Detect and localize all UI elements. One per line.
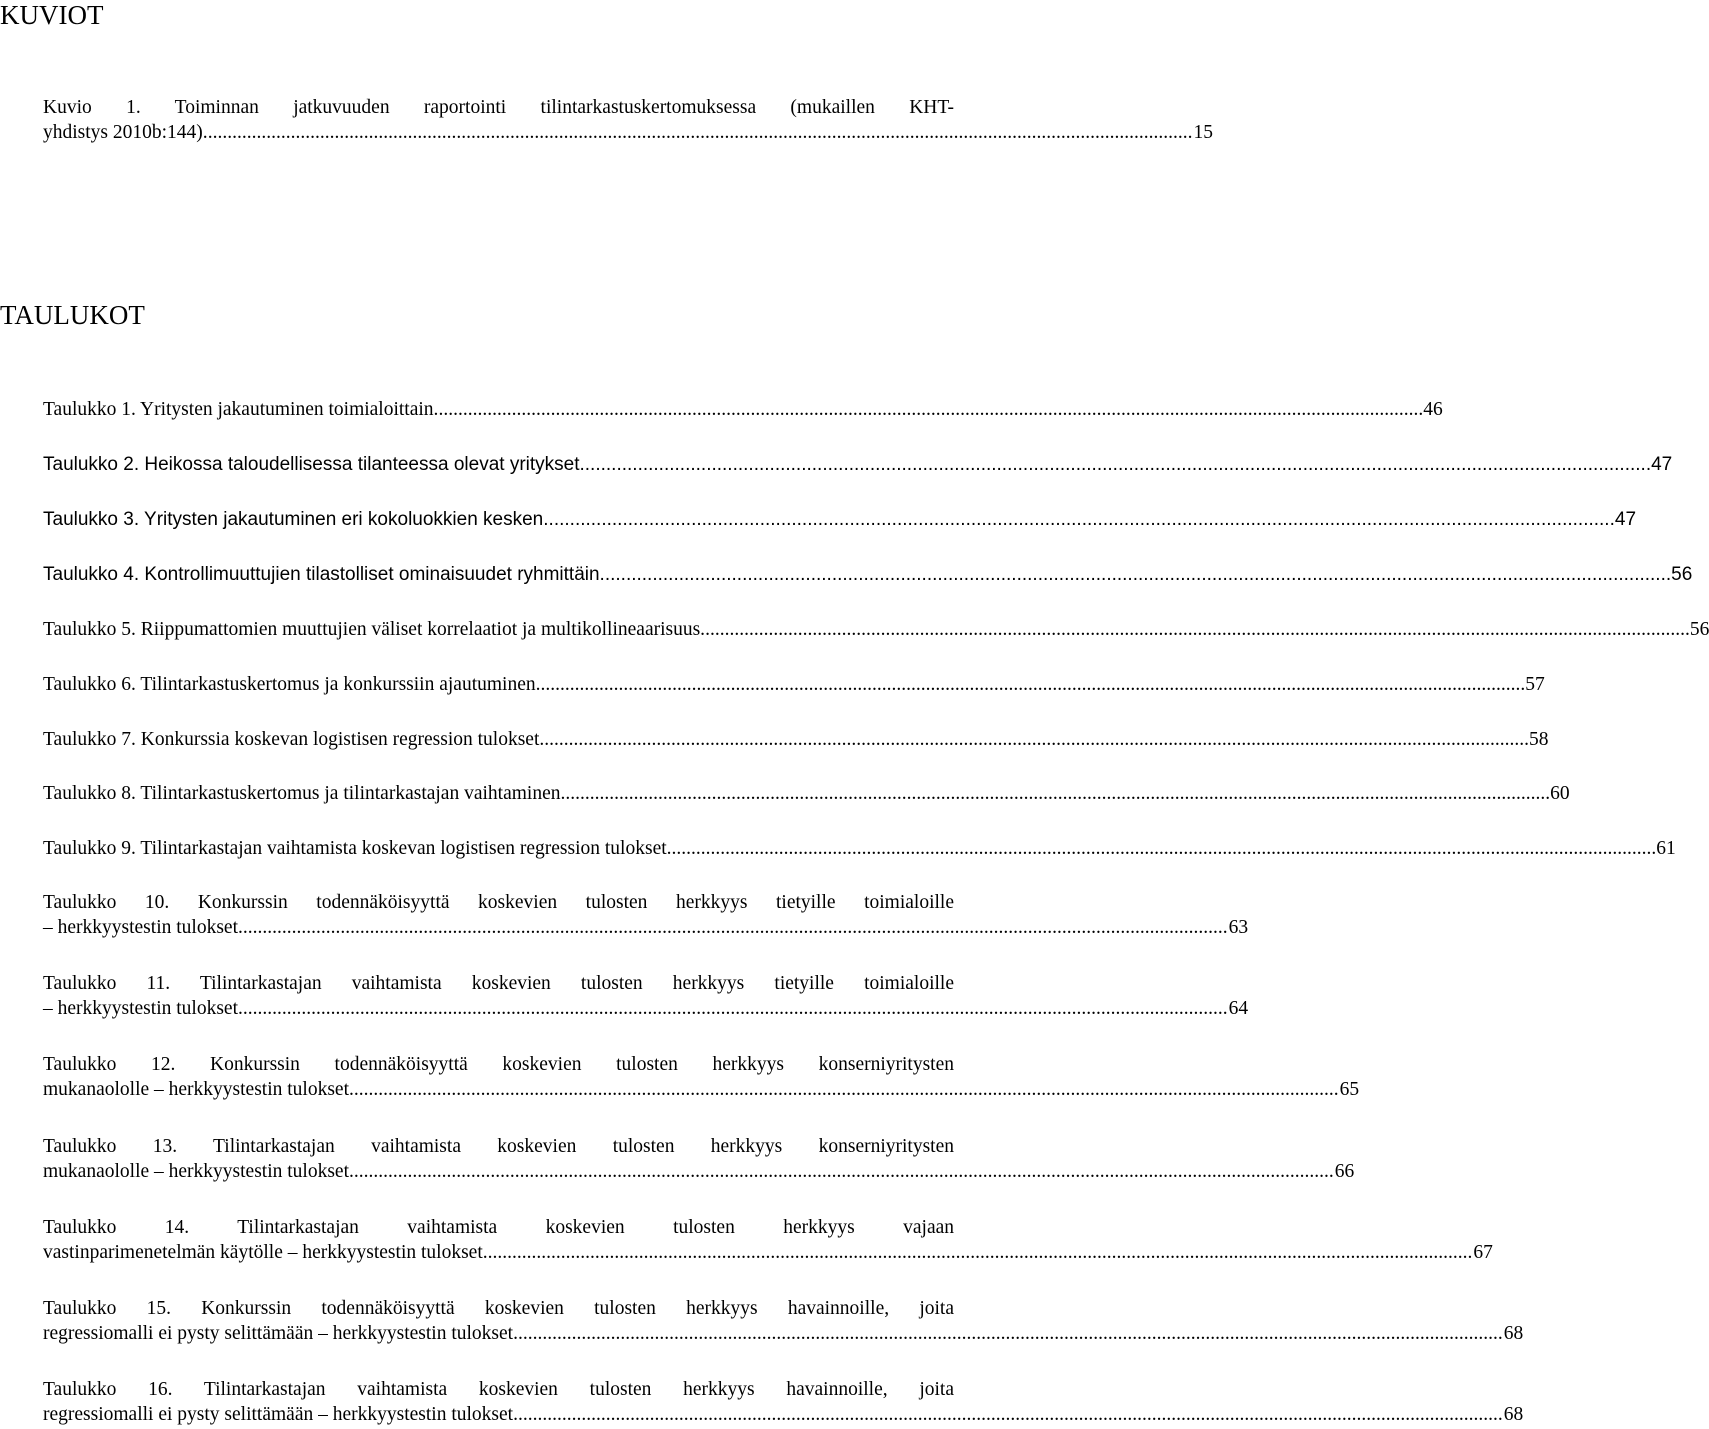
table-entry-text: Taulukko 3. Yritysten jakautuminen eri kokoluokkien kesken. [43, 509, 549, 530]
page-number: 56 [1671, 564, 1693, 585]
table-entry-2[interactable] [43, 452, 1673, 477]
leader-dots: .......................................................................................................................................................................................................... [517, 1404, 1503, 1425]
figure-entry-line1: Kuvio 1. Toiminnan jatkuvuuden raportointi tilintarkastuskertomuksessa (mukaillen KHT- [43, 97, 954, 118]
page-number: 58 [1529, 729, 1549, 750]
page-number: 46 [1423, 399, 1443, 420]
leader-dots: .......................................................................................................................................................................................................... [487, 1242, 1473, 1263]
table-entry-9[interactable] [43, 836, 1676, 861]
page-number: 60 [1550, 783, 1570, 804]
figure-entry-line2 [43, 120, 1213, 145]
page-number: 63 [1228, 917, 1249, 938]
leader-dots: .......................................................................................................................................................................................................... [353, 1079, 1339, 1100]
table-entry-3[interactable] [43, 507, 1637, 532]
table-entry-line1: Taulukko 12. Konkurssin todennäköisyyttä koskevien tulosten herkkyys konserniyritysten [43, 1054, 954, 1075]
table-entry-line1: Taulukko 14. Tilintarkastajan vaihtamista koskevien tulosten herkkyys vajaan [43, 1217, 954, 1238]
leader-dots: .......................................................................................................................................................................................................... [540, 674, 1526, 695]
table-entry-line1: Taulukko 13. Tilintarkastajan vaihtamista koskevien tulosten herkkyys konserniyritysten [43, 1136, 954, 1157]
leader-dots: .......................................................................................................................................................................................................... [349, 1161, 1334, 1182]
table-entry-line1: Taulukko 11. Tilintarkastajan vaihtamista koskevien tulosten herkkyys tietyille toimialoille [43, 973, 954, 994]
table-entry-line2: – herkkyystestin tulokset. [43, 998, 243, 1019]
leader-dots: .......................................................................................................................................................................................................... [242, 917, 1228, 938]
table-entry-line2: – herkkyystestin tulokset. [43, 917, 243, 938]
table-entry-8[interactable] [43, 781, 1570, 806]
tables-heading: TAULUKOT [0, 300, 145, 330]
page-number: 15 [1193, 122, 1213, 143]
page-number: 61 [1656, 838, 1676, 859]
table-entry-text: Taulukko 2. Heikossa taloudellisessa tilanteessa olevat yritykset. [43, 454, 585, 475]
table-entry-line2: mukanaololle – herkkyystestin tulokset [43, 1161, 349, 1182]
table-entry-line2: regressiomalli ei pysty selittämään – herkkyystestin tulokset. [43, 1404, 518, 1425]
table-entry-text: Taulukko 1. Yritysten jakautuminen toimialoittain. [43, 399, 439, 420]
table-entry-line2: regressiomalli ei pysty selittämään – herkkyystestin tulokset. [43, 1323, 518, 1344]
page-number: 66 [1334, 1161, 1355, 1182]
table-entry-text: Taulukko 8. Tilintarkastuskertomus ja tilintarkastajan vaihtaminen. [43, 783, 566, 804]
table-entry-line1: Taulukko 15. Konkurssin todennäköisyyttä koskevien tulosten herkkyys havainnoille, joita [43, 1298, 954, 1319]
table-entry-6[interactable] [43, 672, 1545, 697]
leader-dots: .......................................................................................................................................................................................................... [705, 619, 1690, 640]
table-entry-text: Taulukko 7. Konkurssia koskevan logistisen regression tulokset. [43, 729, 545, 750]
table-entry-4[interactable] [43, 562, 1693, 587]
table-entry-line2: vastinparimenetelmän käytölle – herkkyystestin tulokset. [43, 1242, 488, 1263]
table-entry-5[interactable] [43, 617, 1709, 642]
table-entry-16[interactable] [43, 1377, 1524, 1427]
leader-dots: .......................................................................................................................................................................................................... [207, 122, 1193, 143]
table-entry-line2: mukanaololle – herkkyystestin tulokset. [43, 1079, 354, 1100]
table-entry-text: Taulukko 5. Riippumattomien muuttujien väliset korrelaatiot ja multikollineaarisuus. [43, 619, 706, 640]
leader-dots: .......................................................................................................................................................................................................... [604, 564, 1672, 585]
table-entry-15[interactable] [43, 1296, 1524, 1346]
leader-dots: .......................................................................................................................................................................................................... [584, 454, 1652, 475]
leader-dots: .......................................................................................................................................................................................................... [565, 783, 1551, 804]
figures-heading: KUVIOT [0, 0, 104, 30]
table-entry-1[interactable] [43, 397, 1443, 422]
table-entry-14[interactable] [43, 1215, 1493, 1265]
leader-dots: .......................................................................................................................................................................................................... [548, 509, 1615, 530]
table-entry-line1: Taulukko 10. Konkurssin todennäköisyyttä koskevien tulosten herkkyys tietyille toimialoille [43, 892, 954, 913]
figure-entry-text: yhdistys 2010b:144). [43, 122, 208, 143]
page-number: 56 [1689, 619, 1709, 640]
page-number: 47 [1651, 454, 1673, 475]
page-number: 57 [1525, 674, 1545, 695]
table-entry-10[interactable] [43, 890, 1249, 940]
table-entry-11[interactable] [43, 971, 1249, 1021]
table-entry-line1: Taulukko 16. Tilintarkastajan vaihtamista koskevien tulosten herkkyys havainnoille, joita [43, 1379, 954, 1400]
page-number: 68 [1503, 1323, 1524, 1344]
page-number: 65 [1339, 1079, 1360, 1100]
page-number: 64 [1228, 998, 1249, 1019]
figure-entry-1[interactable] [43, 95, 1213, 145]
leader-dots: .......................................................................................................................................................................................................... [242, 998, 1228, 1019]
leader-dots: .......................................................................................................................................................................................................... [517, 1323, 1503, 1344]
page-number: 68 [1503, 1404, 1524, 1425]
table-entry-text: Taulukko 9. Tilintarkastajan vaihtamista koskevan logistisen regression tulokset. [43, 838, 672, 859]
page-number: 47 [1614, 509, 1637, 530]
table-entry-13[interactable] [43, 1134, 1355, 1184]
page-number: 67 [1473, 1242, 1493, 1263]
table-entry-7[interactable] [43, 727, 1549, 752]
table-entry-text: Taulukko 4. Kontrollimuuttujien tilastolliset ominaisuudet ryhmittäin. [43, 564, 605, 585]
table-entry-12[interactable] [43, 1052, 1360, 1102]
leader-dots: .......................................................................................................................................................................................................... [671, 838, 1657, 859]
table-entry-text: Taulukko 6. Tilintarkastuskertomus ja konkurssiin ajautuminen. [43, 674, 541, 695]
leader-dots: .......................................................................................................................................................................................................... [438, 399, 1424, 420]
leader-dots: .......................................................................................................................................................................................................... [544, 729, 1529, 750]
